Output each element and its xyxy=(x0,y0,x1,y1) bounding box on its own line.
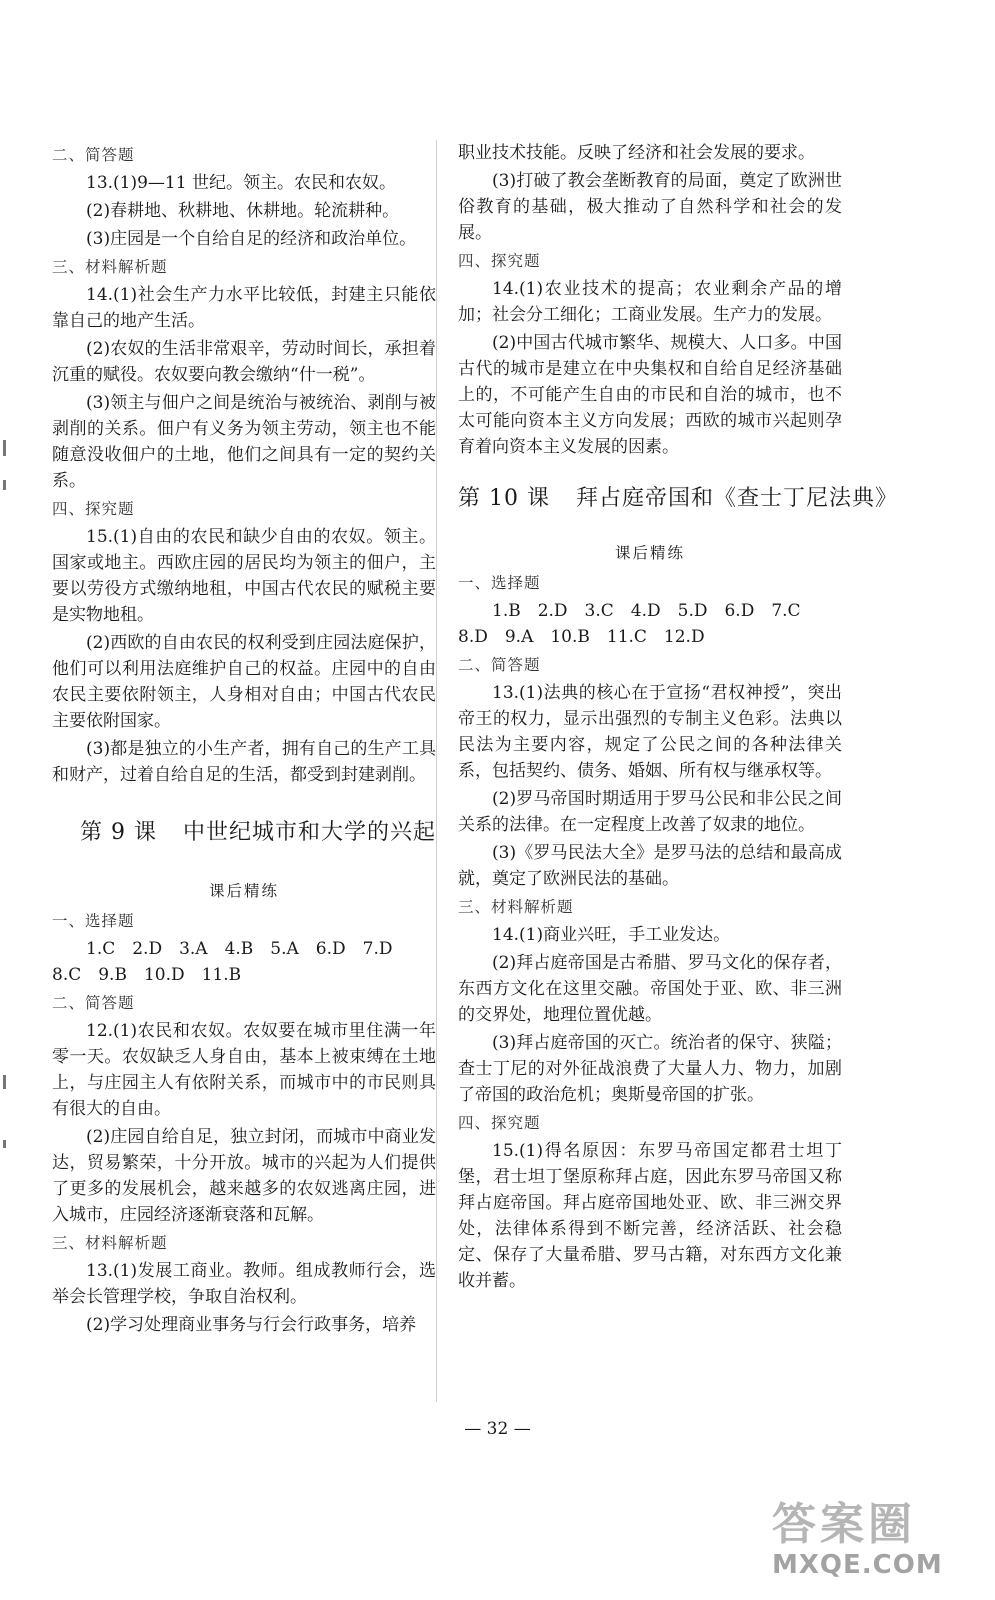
section-heading: 三、材料解析题 xyxy=(458,898,574,916)
answer-paragraph: (3)拜占庭帝国的灭亡。统治者的保守、狭隘；查士丁尼的对外征战浪费了大量人力、物力，加剧了帝国的政治危机；奥斯曼帝国的扩张。 xyxy=(458,1033,842,1105)
scan-edge-mark xyxy=(3,1075,6,1089)
answer-paragraph: (2)庄园自给自足，独立封闭，而城市中商业发达，贸易繁荣，十分开放。城市的兴起为人们提供了更多的发展机会，越来越多的农奴逃离庄园，进入城市，庄园经济逐渐衰落和瓦解。 xyxy=(52,1127,436,1225)
answer-paragraph: 12.(1)农民和农奴。农奴要在城市里住满一年零一天。农奴缺乏人身自由，基本上被束缚在土地上，与庄园主人有依附关系，而城市中的市民则具有很大的自由。 xyxy=(52,1021,436,1119)
section-heading: 二、简答题 xyxy=(458,656,541,674)
practice-heading: 课后精练 xyxy=(614,544,685,562)
choice-answers: 8.D 9.A 10.B 11.C 12.D xyxy=(458,627,705,647)
choice-answers: 1.B 2.D 3.C 4.D 5.D 6.D 7.C xyxy=(492,601,801,621)
answer-paragraph: (2)农奴的生活非常艰辛，劳动时间长，承担着沉重的赋役。农奴要向教会缴纳“什一税”。 xyxy=(52,339,436,385)
answer-paragraph: 14.(1)商业兴旺，手工业发达。 xyxy=(492,925,731,945)
scan-edge-mark xyxy=(3,480,6,490)
answer-paragraph: (3)《罗马民法大全》是罗马法的总结和最高成就，奠定了欧洲民法的基础。 xyxy=(458,843,842,889)
watermark-logo-text: 答案圈 xyxy=(772,1499,916,1550)
answer-paragraph: (3)领主与佃户之间是统治与被统治、剥削与被剥削的关系。佃户有义务为领主劳动，领主也不能随意没收佃户的土地，他们之间具有一定的契约关系。 xyxy=(52,393,436,491)
answer-paragraph: (3)庄园是一个自给自足的经济和政治单位。 xyxy=(86,229,417,249)
section-heading: 四、探究题 xyxy=(458,252,541,270)
answer-paragraph: 13.(1)9—11 世纪。领主。农民和农奴。 xyxy=(86,173,396,193)
lesson-number: 第 10 课 xyxy=(458,486,550,511)
answer-paragraph: 15.(1)自由的农民和缺少自由的农奴。领主。国家或地主。西欧庄园的居民均为领主的佃户，主要以劳役方式缴纳地租，中国古代农民的赋税主要是实物地租。 xyxy=(52,527,436,625)
right-column xyxy=(458,140,898,1296)
section-heading: 四、探究题 xyxy=(52,500,135,518)
lesson-name: 拜占庭帝国和《查士丁尼法典》 xyxy=(575,486,898,511)
answer-paragraph: (2)罗马帝国时期适用于罗马公民和非公民之间关系的法律。在一定程度上改善了奴隶的地位。 xyxy=(458,789,842,835)
site-watermark xyxy=(772,1500,977,1592)
lesson-title xyxy=(52,818,436,848)
choice-answers: 8.C 9.B 10.D 11.B xyxy=(52,965,242,985)
answer-paragraph: 15.(1)得名原因：东罗马帝国定都君士坦丁堡，君士坦丁堡原称拜占庭，因此东罗马帝国又称拜占庭帝国。拜占庭帝国地处亚、欧、非三洲交界处，法律体系得到不断完善，经济活跃、社会稳定、保存了大量希腊、罗马古籍，对东西方文化兼收并蓄。 xyxy=(458,1141,842,1291)
section-heading: 二、简答题 xyxy=(52,994,135,1012)
answer-paragraph: 14.(1)社会生产力水平比较低，封建主只能依靠自己的地产生活。 xyxy=(52,285,436,331)
section-heading: 三、材料解析题 xyxy=(52,258,168,276)
answer-paragraph: 14.(1)农业技术的提高；农业剩余产品的增加；社会分工细化；工商业发展。生产力的发展。 xyxy=(458,279,842,325)
section-heading: 四、探究题 xyxy=(458,1114,541,1132)
section-heading: 一、选择题 xyxy=(52,912,135,930)
choice-answers: 1.C 2.D 3.A 4.B 5.A 6.D 7.D xyxy=(86,939,393,959)
scan-edge-mark xyxy=(3,440,6,456)
answer-paragraph: (2)拜占庭帝国是古希腊、罗马文化的保存者，东西方文化在这里交融。帝国处于亚、欧、非三洲的交界处，地理位置优越。 xyxy=(458,953,842,1025)
lesson-name: 中世纪城市和大学的兴起 xyxy=(182,820,436,845)
page-number: — 32 — xyxy=(464,1419,531,1439)
section-heading: 二、简答题 xyxy=(52,146,135,164)
answer-paragraph: 13.(1)发展工商业。教师。组成教师行会，选举会长管理学校，争取自治权利。 xyxy=(52,1261,436,1307)
answer-paragraph: (2)西欧的自由农民的权利受到庄园法庭保护，他们可以利用法庭维护自己的权益。庄园中的自由农民主要依附领主，人身相对自由；中国古代农民主要依附国家。 xyxy=(52,633,436,731)
answer-paragraph: (3)打破了教会垄断教育的局面，奠定了欧洲世俗教育的基础，极大推动了自然科学和社会的发展。 xyxy=(458,171,842,243)
answer-paragraph: (3)都是独立的小生产者，拥有自己的生产工具和财产，过着自给自足的生活，都受到封建剥削。 xyxy=(52,739,436,785)
scan-edge-mark xyxy=(3,1140,6,1148)
section-heading: 一、选择题 xyxy=(458,574,541,592)
column-divider xyxy=(436,140,437,1402)
answer-paragraph: (2)学习处理商业事务与行会行政事务，培养 xyxy=(86,1315,417,1335)
lesson-title xyxy=(458,484,898,514)
practice-heading: 课后精练 xyxy=(208,882,279,900)
left-column xyxy=(52,140,436,1340)
answer-paragraph: 13.(1)法典的核心在于宣扬“君权神授”，突出帝王的权力，显示出强烈的专制主义色彩。法典以民法为主要内容，规定了公民之间的各种法律关系，包括契约、债务、婚姻、所有权与继承权等。 xyxy=(458,683,842,781)
answer-paragraph: 职业技术技能。反映了经济和社会发展的要求。 xyxy=(458,143,815,163)
answer-paragraph: (2)中国古代城市繁华、规模大、人口多。中国古代的城市是建立在中央集权和自给自足经济基础上的，不可能产生自由的市民和自治的城市，也不太可能向资本主义方向发展；西欧的城市兴起则孕育着向资本主义发展的因素。 xyxy=(458,333,842,457)
section-heading: 三、材料解析题 xyxy=(52,1234,168,1252)
lesson-number: 第 9 课 xyxy=(80,820,157,845)
answer-paragraph: (2)春耕地、秋耕地、休耕地。轮流耕种。 xyxy=(86,201,400,221)
watermark-url: MXQE.COM xyxy=(772,1550,943,1580)
